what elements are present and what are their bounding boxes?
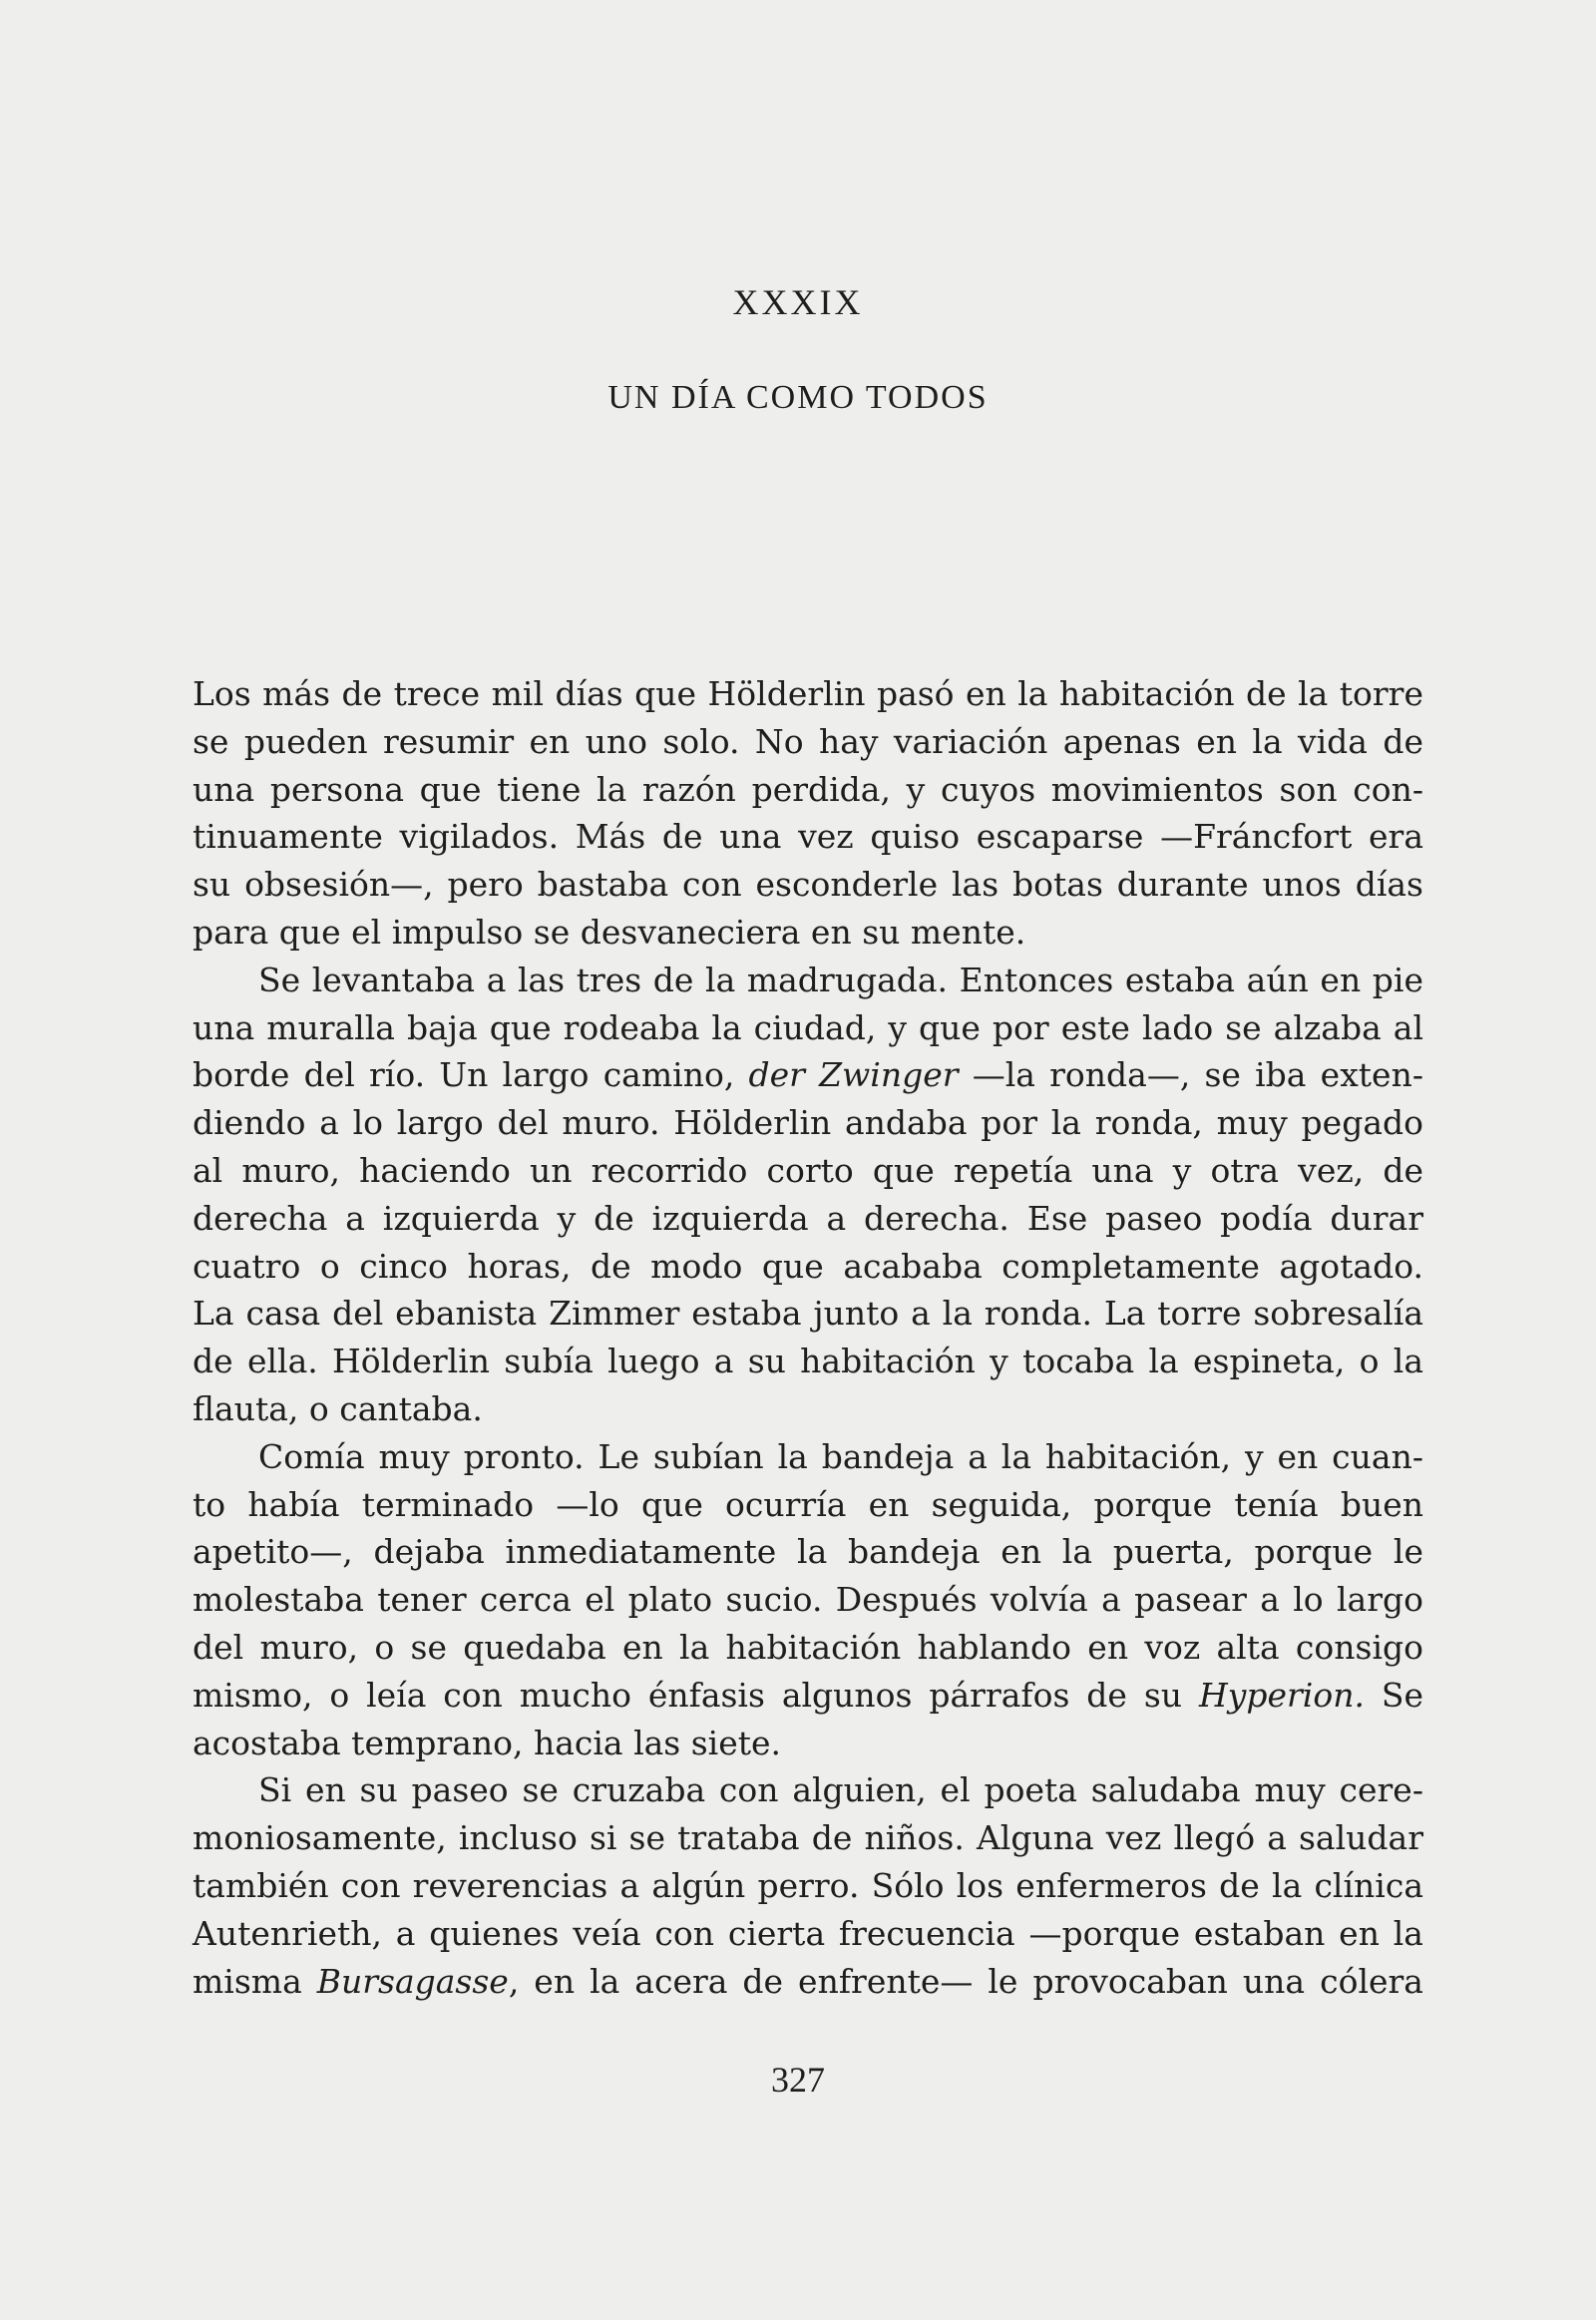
text-line (193, 1051, 1423, 1099)
text-line: del muro, o se quedaba en la habitación hablando en voz alta consigo (193, 1627, 1423, 1667)
text-line: se pueden resumir en uno solo. No hay variación apenas en la vida de (193, 721, 1423, 761)
text-line: derecha a izquierda y de izquierda a derecha. Ese paseo podía durar (193, 1198, 1423, 1238)
text-line: acostaba temprano, hacia las siete. (193, 1723, 782, 1762)
body-text (193, 670, 1423, 2005)
text-line: Comía muy pronto. Le subían la bandeja a la habitación, y en cuan- (258, 1436, 1423, 1476)
text-line: apetito—, dejaba inmediatamente la bandeja en la puerta, porque le (193, 1532, 1423, 1572)
italic-term: Bursagasse (316, 1961, 509, 2001)
text-line: Si en su paseo se cruzaba con alguien, el poeta saludaba muy cere- (258, 1770, 1423, 1810)
text-line: diendo a lo largo del muro. Hölderlin andaba por la ronda, muy pegado (193, 1103, 1423, 1143)
text-line: Se levantaba a las tres de la madrugada. Entonces estaba aún en pie (258, 960, 1423, 999)
text-line (193, 1958, 1423, 2006)
line-text: misma (193, 1961, 317, 2001)
text-line: to había terminado —lo que ocurría en seguida, porque tenía buen (193, 1484, 1423, 1524)
text-line: molestaba tener cerca el plato sucio. Después volvía a pasear a lo largo (193, 1580, 1423, 1620)
line-text: , en la acera de enfrente— le provocaban una cólera (508, 1961, 1423, 2001)
text-line: La casa del ebanista Zimmer estaba junto a la ronda. La torre sobresalía (193, 1294, 1423, 1334)
text-line: también con reverencias a algún perro. Sólo los enfermeros de la clínica (193, 1865, 1423, 1905)
text-line: de ella. Hölderlin subía luego a su habitación y tocaba la espineta, o la (193, 1342, 1423, 1381)
text-line: al muro, haciendo un recorrido corto que repetía una y otra vez, de (193, 1150, 1423, 1190)
text-line (193, 1672, 1423, 1720)
text-line: Autenrieth, a quienes veía con cierta frecuencia —porque estaban en la (193, 1913, 1423, 1953)
text-line: Los más de trece mil días que Hölderlin pasó en la habitación de la torre (193, 674, 1423, 713)
text-line: cuatro o cinco horas, de modo que acababa completamente agotado. (193, 1246, 1423, 1286)
italic-term: Hyperion. (1198, 1675, 1365, 1715)
text-line: moniosamente, incluso si se trataba de niños. Alguna vez llegó a saludar (193, 1818, 1423, 1858)
text-line: su obsesión—, pero bastaba con esconderle las botas durante unos días (193, 865, 1423, 905)
text-line: para que el impulso se desvaneciera en su mente. (193, 912, 1026, 952)
chapter-title: UN DÍA COMO TODOS (607, 379, 989, 416)
text-line: una persona que tiene la razón perdida, y cuyos movimientos son con- (193, 769, 1423, 809)
line-text: Se (1364, 1675, 1423, 1715)
chapter-number: XXXIX (732, 282, 864, 322)
italic-term: der Zwinger (748, 1055, 959, 1095)
text-line: flauta, o cantaba. (193, 1388, 483, 1428)
line-text: mismo, o leía con mucho énfasis algunos párrafos de su (193, 1675, 1199, 1715)
text-line: una muralla baja que rodeaba la ciudad, y que por este lado se alzaba al (193, 1007, 1423, 1047)
line-text: —la ronda—, se iba exten- (958, 1055, 1423, 1095)
page-number: 327 (771, 2060, 825, 2100)
text-line: tinuamente vigilados. Más de una vez quiso escaparse —Fráncfort era (193, 817, 1423, 857)
line-text: borde del río. Un largo camino, (193, 1055, 749, 1095)
